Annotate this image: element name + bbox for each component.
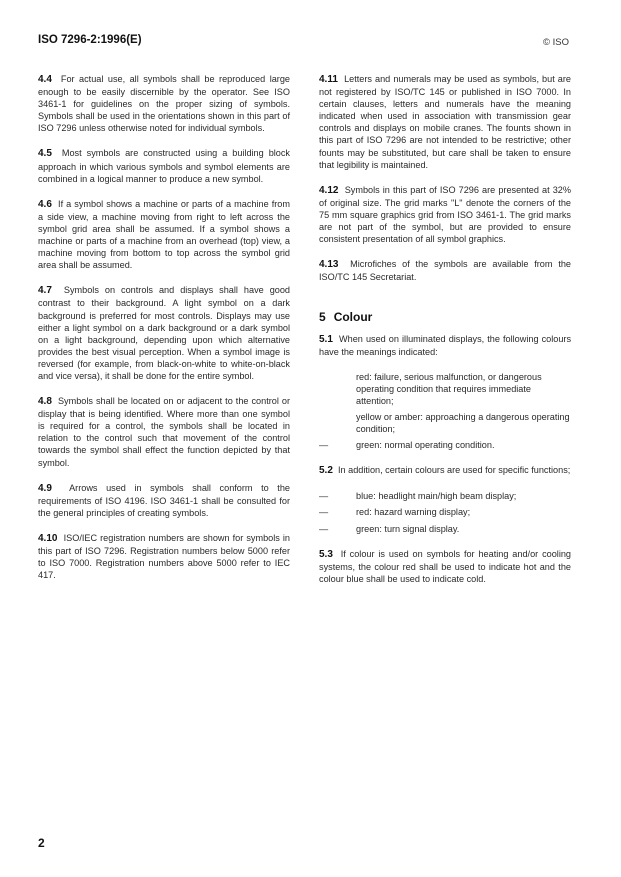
clause-4-6 [38,198,290,272]
clause-text: When used on illuminated displays, the following colours have the meanings indicated: [319,333,572,357]
list-dash: — [319,491,329,502]
clause-4-4 [38,73,290,134]
clause-number: 4.4 [38,74,52,85]
clause-number: 4.7 [38,285,52,297]
clause-4-12 [319,184,571,245]
clause-5-3 [319,548,571,585]
list-dash: — [319,440,329,451]
clause-4-10 [38,532,290,581]
list-dash: — [319,507,329,518]
list-item [319,490,571,502]
clause-text: Arrows used in symbols shall conform to the requirements of ISO 4196. ISO 3461-1 shall be consulted for the general principles of creating symbols. [38,482,290,518]
colour-meanings-list [319,371,571,452]
clause-number: 4.8 [38,396,52,408]
clause-text: ISO/IEC registration numbers are shown for symbols in this part of ISO 7296. Registration numbers below 5000 refer to ISO 7000. Registration numbers above 5000 refer to IEC 417. [38,532,290,581]
list-item [319,523,571,535]
right-column [319,73,571,598]
clause-4-8 [38,395,290,469]
list-item [319,411,571,435]
clause-text: Symbols on controls and displays shall have good contrast to their background. A light symbol on a dark background is preferred for most controls. Displays may use either a light symbol on a dark background or a dark symbol on a light background, depending upon which alternative provides the best visual perception. When a symbol image is reversed (for example, from black-on-white to white-on-black and vice versa), it shall be done for the entire symbol. [38,285,290,381]
clause-number: 4.10 [38,532,58,544]
section-number: 5 [319,310,326,325]
clause-number: 4.6 [38,198,52,210]
clause-text: Most symbols are constructed using a building block approach in which various symbols and symbol elements are combined in a logical manner to produce a new symbol. [38,148,290,184]
list-item [319,506,571,518]
clause-number: 4.5 [38,148,52,160]
clause-number: 4.13 [319,259,339,271]
list-item-text: green: turn signal display. [356,523,460,534]
section-title: Colour [333,310,373,325]
clause-5-1 [319,333,571,358]
clause-number: 5.1 [319,333,333,345]
clause-text: If colour is used on symbols for heating and/or cooling systems, the colour red shall be used to indicate hot and the colour blue shall be used to indicate cold. [319,548,571,584]
list-item [319,439,571,451]
page-number: 2 [38,836,45,850]
clause-text: For actual use, all symbols shall be reproduced large enough to be easily discernible by the operator. See ISO 3461-1 for guidelines on the proper sizing of symbols. Symbols shall be used in the orientations shown in this part of ISO 7296 unless otherwise noted for individual symbols. [38,74,290,134]
list-item-text: yellow or amber: approaching a dangerous operating condition; [356,411,570,435]
clause-4-11 [319,73,571,171]
clause-4-5 [38,147,290,184]
clause-5-2 [319,464,571,477]
clause-number: 5.3 [319,548,333,560]
clause-number: 5.2 [319,465,333,477]
clause-4-9 [38,482,290,519]
clause-text: Symbols in this part of ISO 7296 are presented at 32% of original size. The grid marks "L" denote the corners of the 75 mm square graphics grid from ISO 3461-1. The grid marks are not part of the symbol, but are provided to ensure consistent presentation of all symbol graphics. [319,184,571,245]
clause-4-7 [38,284,290,382]
specific-functions-list [319,490,571,534]
list-item [319,371,571,407]
list-dash: — [319,523,329,534]
list-item-text: blue: headlight main/high beam display; [356,491,517,502]
clause-number: 4.11 [319,74,338,85]
list-item-text: green: normal operating condition. [356,440,495,451]
clause-4-13 [319,258,571,283]
clause-number: 4.9 [38,482,52,494]
section-heading-colour [319,311,571,323]
list-item-text: red: failure, serious malfunction, or dangerous operating condition that requires immediate attention; [356,371,542,406]
clause-text: In addition, certain colours are used for specific functions; [337,465,571,476]
left-column [38,73,290,594]
clause-text: Microfiches of the symbols are available from the ISO/TC 145 Secretariat. [319,259,571,283]
clause-text: Symbols shall be located on or adjacent to the control or display that is being identified. Where more than one symbol is required for a control, the symbols shall be located in relation to the control such that movement of the control towards the symbol shall effect the function depicted by that symbol. [38,396,291,468]
clause-text: Letters and numerals may be used as symbols, but are not registered by ISO/TC 145 or published in ISO 7000. In certain clauses, letters and numerals have the meaning indicated when used in association with transmission gear controls and displays on mobile cranes. The founts shown in this part of ISO 7296 are not intended to be restrictive; other founts may be substituted, but care shall be taken to ensure that legibility is maintained. [319,74,571,170]
document-id: ISO 7296-2:1996(E) [38,34,142,46]
clause-number: 4.12 [319,184,339,196]
list-item-text: red: hazard warning display; [356,507,471,518]
copyright-notice: © ISO [543,37,570,48]
clause-text: If a symbol shows a machine or parts of a machine from a side view, a machine moving from right to left across the symbol grid area shall be assumed. If a symbol shows a machine or parts of a machine from an overhead (top) view, a machine moving from bottom to top across the symbol grid area shall be assumed. [38,198,290,271]
